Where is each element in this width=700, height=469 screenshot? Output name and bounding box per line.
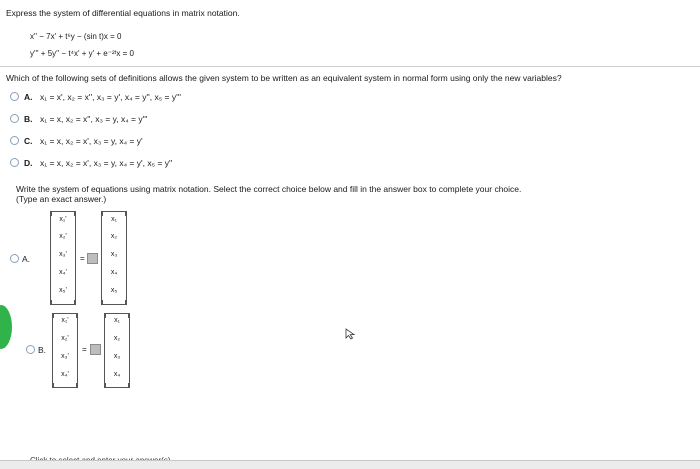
side-tab[interactable] <box>0 305 12 349</box>
lhs-a-cell-4: x₄' <box>59 269 67 276</box>
radio-option-a[interactable] <box>10 92 19 101</box>
lhs-a-cell-2: x₂' <box>59 233 67 240</box>
rhs-b-cell-4: x₄ <box>113 371 121 378</box>
rhs-a-cell-1: x₁ <box>111 216 117 223</box>
radio-option-b[interactable] <box>10 114 19 123</box>
rhs-a-cell-2: x₂ <box>110 233 118 240</box>
option-d-label: D. <box>24 158 33 168</box>
lhs-vector-a <box>50 211 76 305</box>
lhs-a-cell-1: x₁' <box>59 216 67 223</box>
rhs-a-cell-4: x₄ <box>110 269 118 276</box>
radio-matrix-option-b[interactable] <box>26 345 35 354</box>
option-b-text: x₁ = x, x₂ = x'', x₃ = y, x₄ = y''' <box>40 114 148 124</box>
option-c-label: C. <box>24 136 33 146</box>
mouse-cursor-icon <box>345 328 357 340</box>
rhs-a-cell-5: x₅ <box>110 287 118 294</box>
equals-sign-a: = <box>80 254 85 263</box>
section-divider <box>0 66 700 67</box>
option-b-label: B. <box>24 114 33 124</box>
answer-box-a[interactable] <box>87 253 98 264</box>
lhs-b-cell-1: x₁' <box>61 317 69 324</box>
option-d-text: x₁ = x, x₂ = x', x₃ = y, x₄ = y', x₅ = y'' <box>40 158 173 168</box>
equals-sign-b: = <box>82 345 87 354</box>
option-a-text: x₁ = x', x₂ = x'', x₃ = y', x₄ = y'', x₅ = y''' <box>40 92 181 102</box>
radio-option-c[interactable] <box>10 136 19 145</box>
footer-bar <box>0 460 700 469</box>
rhs-b-cell-3: x₃ <box>113 353 121 360</box>
answer-box-b[interactable] <box>90 344 101 355</box>
lhs-b-cell-4: x₄' <box>61 371 69 378</box>
equation-2: y''' + 5y'' − t⁴x' + y' + e⁻²ᵗx = 0 <box>30 49 134 58</box>
question-2-prompt: Write the system of equations using matrix notation. Select the correct choice below and fill in the answer box to complete your choice. <box>16 184 522 194</box>
radio-matrix-option-a[interactable] <box>10 254 19 263</box>
question-1-prompt: Which of the following sets of definitions allows the given system to be written as an equivalent system in normal form using only the new variables? <box>6 73 562 83</box>
rhs-a-cell-3: x₃ <box>110 251 118 258</box>
lhs-a-cell-5: x₅' <box>59 287 67 294</box>
rhs-vector-a <box>101 211 127 305</box>
option-a-label: A. <box>24 92 33 102</box>
lhs-a-cell-3: x₃' <box>59 251 67 258</box>
option-c-text: x₁ = x, x₂ = x', x₃ = y, x₄ = y' <box>40 136 143 146</box>
rhs-vector-b <box>104 313 130 388</box>
radio-option-d[interactable] <box>10 158 19 167</box>
matrix-option-a-label: A. <box>22 254 31 264</box>
rhs-b-cell-1: x₁ <box>114 317 120 324</box>
question-2-hint: (Type an exact answer.) <box>16 194 107 204</box>
equation-1: x'' − 7x' + t⁶y − (sin t)x = 0 <box>30 32 122 41</box>
instruction-text: Express the system of differential equations in matrix notation. <box>6 8 240 18</box>
lhs-b-cell-2: x₂' <box>61 335 69 342</box>
rhs-b-cell-2: x₂ <box>113 335 121 342</box>
lhs-vector-b <box>52 313 78 388</box>
matrix-option-b-label: B. <box>38 345 47 355</box>
lhs-b-cell-3: x₃' <box>61 353 69 360</box>
